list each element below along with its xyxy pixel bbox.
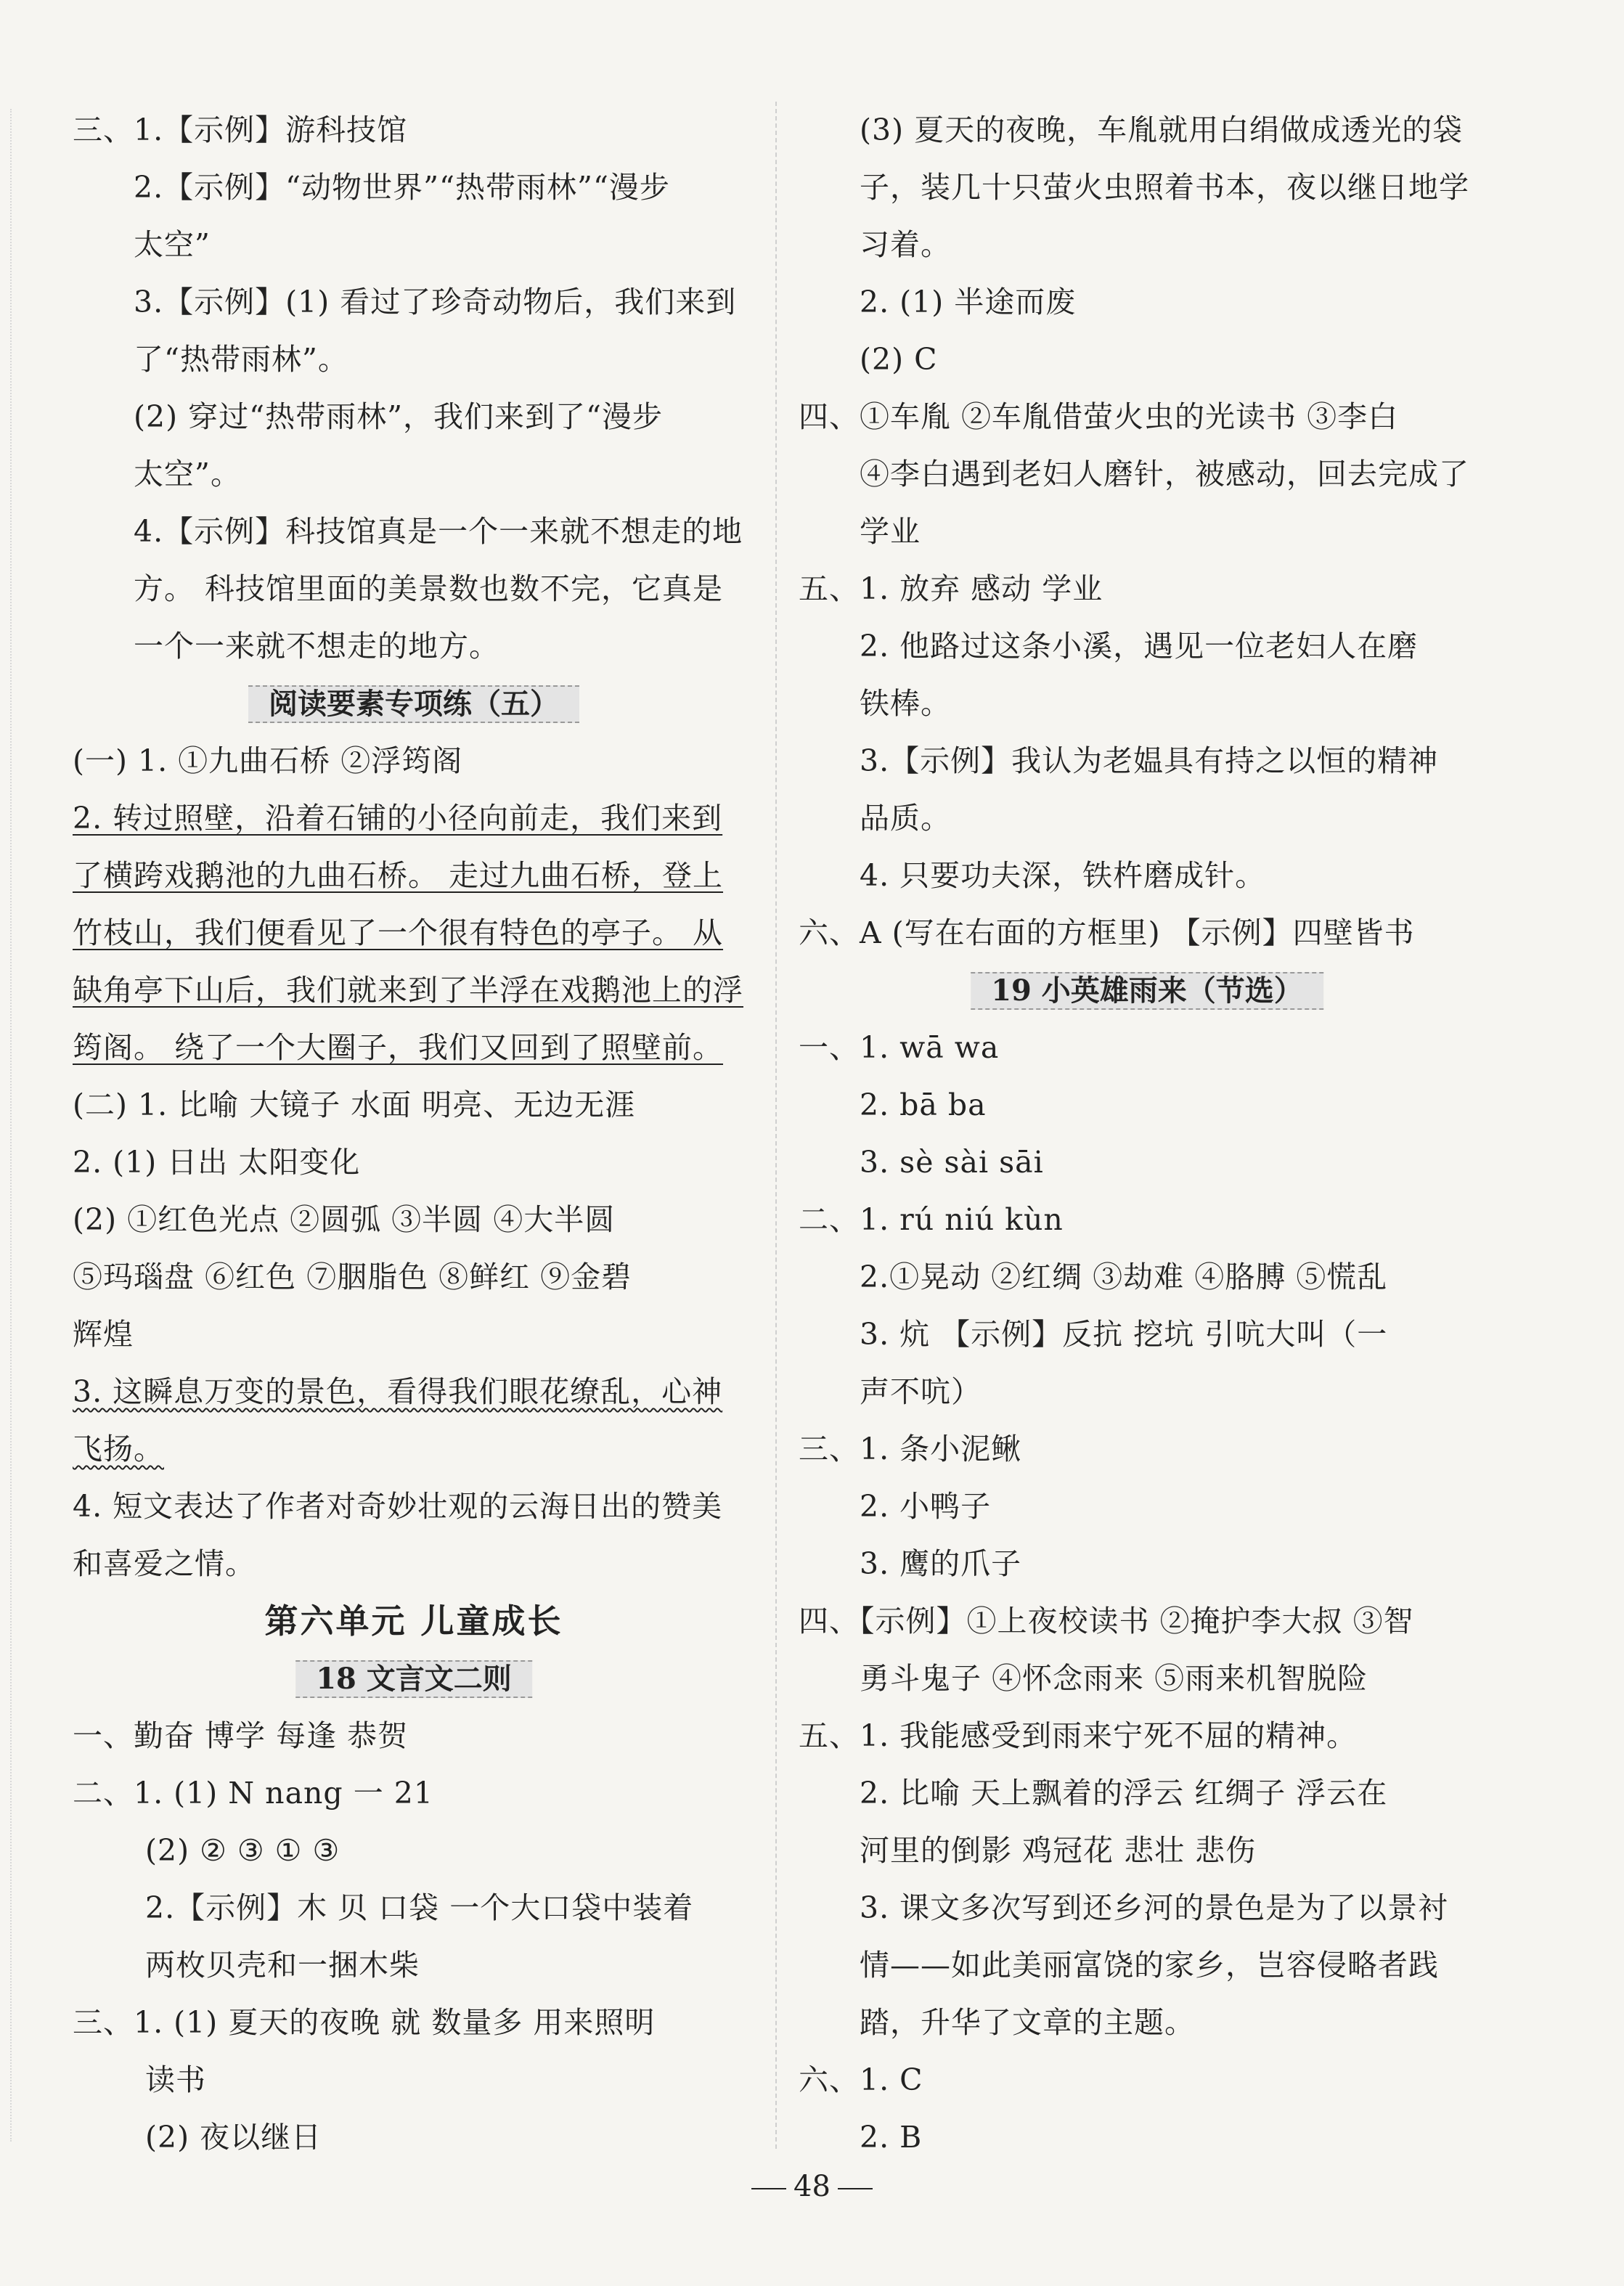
answer-text: ⑤玛瑙盘 ⑥红色 ⑦胭脂色 ⑧鲜红 ⑨金碧 [73,1260,632,1294]
answer-text: 铁棒。 [860,686,951,721]
answer-line [73,1879,755,1937]
answer-text: 4. 只要功夫深，铁杵磨成针。 [860,858,1266,893]
answer-line [73,1019,755,1077]
answer-text: 勇斗鬼子 ④怀念雨来 ⑤雨来机智脱险 [860,1661,1368,1696]
answer-text: 2. 比喻 天上飘着的浮云 红绸子 浮云在 [860,1776,1388,1811]
answer-line [73,2109,755,2166]
answer-text: 4.【示例】科技馆真是一个一来就不想走的地 [134,514,743,549]
answer-line [73,102,755,159]
answer-text: (一) 1. ①九曲石桥 ②浮筠阁 [73,743,463,778]
answer-text: (2) ①红色光点 ②圆弧 ③半圆 ④大半圆 [73,1202,616,1237]
answer-text: 声不吭） [860,1374,982,1409]
answer-text: 3.【示例】我认为老媪具有持之以恒的精神 [860,743,1439,778]
answer-line [73,847,755,905]
answer-text: (2) ② ③ ① ③ [145,1833,340,1868]
marked-answer-text: 2. 转过照壁，沿着石铺的小径向前走，我们来到 [73,801,723,836]
answer-line [73,732,755,790]
answer-text: 三、1.【示例】游科技馆 [73,113,408,147]
answer-text: 品质。 [860,801,951,836]
marked-answer-text: 了横跨戏鹅池的九曲石桥。 走过九曲石桥，登上 [73,858,724,893]
answer-line [799,1306,1496,1363]
answer-text: 和喜爱之情。 [73,1546,256,1581]
answer-line [73,1937,755,1994]
answer-line [799,1650,1496,1707]
answer-line [799,1765,1496,1822]
answer-line [799,732,1496,790]
answer-text: 3. 炕 【示例】反抗 挖坑 引吭大叫（一 [860,1317,1388,1352]
answer-line [799,1421,1496,1478]
answer-text: 二、1. (1) N nang 一 21 [73,1776,433,1811]
answer-text: 河里的倒影 鸡冠花 悲壮 悲伤 [860,1833,1257,1868]
answer-line [73,503,755,560]
answer-line [799,1077,1496,1134]
answer-line [73,1994,755,2052]
section-heading [73,1650,755,1707]
answer-line [799,2109,1496,2166]
answer-text: 三、1. 条小泥鳅 [799,1432,1022,1466]
answer-line [799,1535,1496,1593]
answer-text: 五、1. 我能感受到雨来宁死不屈的精神。 [799,1718,1358,1753]
answer-text: 踏，升华了文章的主题。 [860,2005,1195,2040]
answer-text: 4. 短文表达了作者对奇妙壮观的云海日出的赞美 [73,1489,723,1524]
answer-text: 两枚贝壳和一捆木柴 [145,1948,420,1983]
marked-answer-text: 筠阁。 绕了一个大圈子，我们又回到了照壁前。 [73,1030,724,1065]
answer-text: 四、【示例】①上夜校读书 ②掩护李大叔 ③智 [799,1604,1414,1638]
answer-text: 2. 他路过这条小溪，遇见一位老妇人在磨 [860,629,1419,664]
answer-text: (2) 穿过“热带雨林”，我们来到了“漫步 [134,399,663,434]
answer-line [799,1363,1496,1421]
answer-line [73,1134,755,1191]
answer-line [73,388,755,446]
answer-text: 3.【示例】(1) 看过了珍奇动物后，我们来到 [134,285,737,319]
answer-line [73,159,755,216]
answer-text: 方。 科技馆里面的美景数也数不完，它真是 [134,571,724,606]
marked-answer-text: 竹枝山，我们便看见了一个很有特色的亭子。 从 [73,915,724,950]
answer-line [73,1249,755,1306]
marked-answer-text: 缺角亭下山后，我们就来到了半浮在戏鹅池上的浮 [73,973,743,1008]
page-number-text: 48 [793,2170,831,2203]
answer-line [799,1822,1496,1879]
answer-line [73,216,755,274]
answer-line [799,560,1496,618]
answer-text: 2.①晃动 ②红绸 ③劫难 ④胳膊 ⑤慌乱 [860,1260,1388,1294]
section-heading [799,962,1496,1019]
answer-text: 三、1. (1) 夏天的夜晚 就 数量多 用来照明 [73,2005,656,2040]
answer-text: 2.【示例】“动物世界”“热带雨林”“漫步 [134,170,670,205]
answer-line [799,1478,1496,1535]
answer-line [73,1191,755,1249]
marked-answer-text: 3. 这瞬息万变的景色，看得我们眼花缭乱，心神 [73,1374,723,1409]
answer-text: 五、1. 放弃 感动 学业 [799,571,1103,606]
answer-text: 2. (1) 半途而废 [860,285,1077,319]
answer-text: (3) 夏天的夜晚，车胤就用白绢做成透光的袋 [860,113,1464,147]
answer-line [73,905,755,962]
section-heading [73,675,755,732]
marked-answer-text: 飞扬。 [73,1432,164,1466]
answer-line [73,1707,755,1765]
answer-text: (2) 夜以继日 [145,2120,322,2155]
answer-line [73,1765,755,1822]
answer-text: 四、①车胤 ②车胤借萤火虫的光读书 ③李白 [799,399,1399,434]
answer-line [73,1363,755,1421]
page-number-dash-right [838,2188,873,2189]
answer-text: 一、1. wā wa [799,1030,1000,1065]
answer-text: 读书 [145,2062,206,2097]
answer-text: 一个一来就不想走的地方。 [134,629,499,664]
answer-text: 太空”。 [134,457,241,491]
answer-text: 2. (1) 日出 太阳变化 [73,1145,361,1180]
answer-line [799,618,1496,675]
answer-text: (2) C [860,342,938,377]
answer-text: 习着。 [860,227,951,262]
answer-line [73,962,755,1019]
answer-text: 了“热带雨林”。 [134,342,348,377]
answer-text: 一、勤奋 博学 每逢 恭贺 [73,1718,409,1753]
section-heading-text: 18 文言文二则 [295,1660,532,1698]
answer-line [799,790,1496,847]
answer-line [73,1822,755,1879]
answer-line [73,2052,755,2109]
answer-line [799,1191,1496,1249]
answer-line [799,1593,1496,1650]
answer-text: 六、A (写在右面的方框里) 【示例】四壁皆书 [799,915,1415,950]
answer-line [799,388,1496,446]
section-heading-text: 阅读要素专项练（五） [248,685,579,723]
answer-text: 太空” [134,227,211,262]
unit-title: 第六单元 儿童成长 [264,1601,563,1641]
answer-line [73,1478,755,1535]
answer-line [799,905,1496,962]
answer-text: 情——如此美丽富饶的家乡，岂容侵略者践 [860,1948,1439,1983]
answer-text: 二、1. rú niú kùn [799,1202,1064,1237]
right-column [799,102,1496,2166]
answer-line [73,560,755,618]
answer-line [799,274,1496,331]
answer-line [799,446,1496,503]
column-divider [775,102,777,2149]
answer-line [799,216,1496,274]
answer-line [799,1937,1496,1994]
answer-line [799,102,1496,159]
answer-text: 辉煌 [73,1317,134,1352]
section-heading-text: 19 小英雄雨来（节选） [971,972,1323,1010]
answer-text: 3. sè sài sāi [860,1145,1044,1180]
answer-line [799,1707,1496,1765]
answer-line [799,1994,1496,2052]
page-number-dash-left [751,2188,786,2189]
left-column [73,102,755,2166]
answer-line [799,503,1496,560]
answer-text: 2.【示例】木 贝 口袋 一个大口袋中装着 [145,1890,694,1925]
answer-line [73,331,755,388]
answer-line [799,1019,1496,1077]
answer-line [73,618,755,675]
answer-text: ④李白遇到老妇人磨针，被感动，回去完成了 [860,457,1469,491]
answer-text: 2. B [860,2120,923,2155]
page-number [0,2165,1624,2208]
answer-line [799,159,1496,216]
answer-text: 六、1. C [799,2062,923,2097]
answer-line [73,446,755,503]
answer-line [799,675,1496,732]
answer-line [799,1134,1496,1191]
answer-text: 子，装几十只萤火虫照着书本，夜以继日地学 [860,170,1469,205]
answer-line [799,1879,1496,1937]
answer-text: 3. 鹰的爪子 [860,1546,1022,1581]
answer-text: 2. 小鸭子 [860,1489,992,1524]
margin-rule [10,109,12,2142]
answer-line [73,1077,755,1134]
answer-line [799,847,1496,905]
answer-line [73,1535,755,1593]
answer-line [799,331,1496,388]
answer-text: (二) 1. 比喻 大镜子 水面 明亮、无边无涯 [73,1087,636,1122]
answer-line [73,790,755,847]
answer-text: 学业 [860,514,921,549]
answer-text: 3. 课文多次写到还乡河的景色是为了以景衬 [860,1890,1449,1925]
answer-line [799,2052,1496,2109]
answer-line [73,274,755,331]
answer-line [73,1421,755,1478]
answer-line [799,1249,1496,1306]
answer-line [73,1306,755,1363]
answer-text: 2. bā ba [860,1087,987,1122]
